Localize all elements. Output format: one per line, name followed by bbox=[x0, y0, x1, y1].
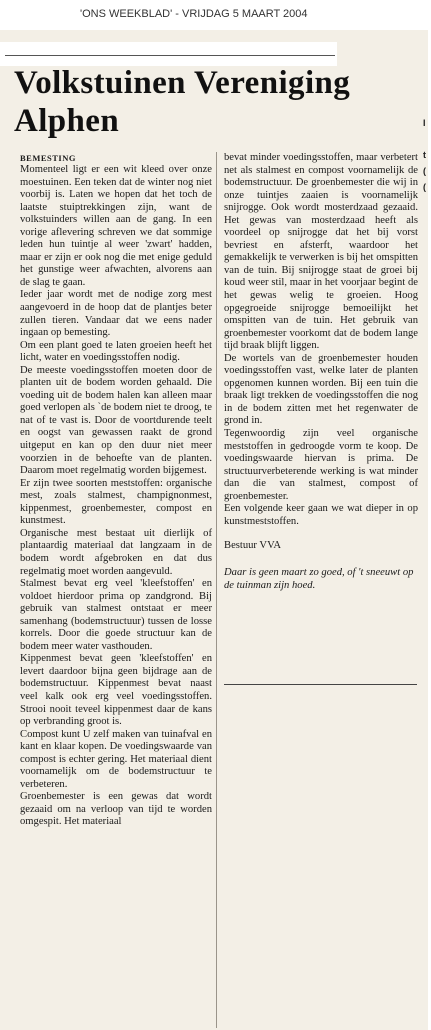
paragraph: Ieder jaar wordt met de nodige zorg mest aangevoerd in de hoop dat de plantjes beter zullen tieren. Vandaar dat we eens nader ingaan op bemesting. bbox=[20, 289, 212, 339]
column-divider bbox=[216, 152, 217, 1028]
paragraph: Kippenmest bevat geen 'kleefstoffen' en levert daardoor bijna geen bijdrage aan de bodemstructuur. Kippenmest bevat naast veel kalk ook erg veel voedingsstoffen. Strooi nooit teveel kippenmest daar de kans op verbranding groot is. bbox=[20, 653, 212, 728]
adjacent-article-fragment: t bbox=[423, 150, 426, 160]
paragraph: De wortels van de groenbemester houden voedingsstoffen vast, welke later de planten opgenomen kunnen worden. Bij een tuin die braak ligt trekken de voedingsstoffen die nog in de bodem zitten met het regenwater de grond in. bbox=[224, 352, 418, 427]
signature: Bestuur VVA bbox=[224, 540, 281, 552]
adjacent-article-fragment: I bbox=[423, 118, 426, 128]
paragraph: Momenteel ligt er een wit kleed over onze moestuinen. Een teken dat de winter nog niet voorbij is. Laten we hopen dat het toch de laatste stuiptrekkingen zijn, want de volkstuinders willen aan de gang. In een vorige aflevering schreven we dat sommige leden hun tuintje al weer 'zwart' hadden, maar er zijn er ook nog die met enige geduld het gunstige weer afwachten, alvorens aan de slag te gaan. bbox=[20, 164, 212, 288]
article-column-2 bbox=[224, 152, 418, 592]
section-rubric: BEMESTING bbox=[20, 153, 76, 163]
paragraph: Compost kunt U zelf maken van tuinafval en kant en klaar kopen. De voedingswaarde van compost is echter gering. Het materiaal dient voornamelijk om de bodemstructuur te verbeteren. bbox=[20, 728, 212, 790]
closing-quote: Daar is geen maart zo goed, of 't sneeuwt op de tuinman zijn hoed. bbox=[224, 566, 414, 591]
article-headline: Volkstuinen Vereniging Alphen bbox=[14, 65, 351, 139]
closing-rule bbox=[224, 684, 417, 685]
paragraph: Groenbemester is een gewas dat wordt gezaaid om na verloop van tijd te worden omgespit. Het materiaal bbox=[20, 791, 212, 828]
article-column-1 bbox=[20, 153, 212, 829]
header-rule bbox=[5, 55, 335, 56]
paragraph: bevat minder voedingsstoffen, maar verbetert net als stalmest en compost voornamelijk de bodemstructuur. De groenbemester die wij in onze tuintjes zaaien is voornamelijk snijrogge. Ook wordt mosterdzaad gezaaid. Het gewas van mosterdzaad heeft als voordeel op snijrogge dat het bij vorst bevriest en afsterft, waardoor het gemakkelijk te verwerken is bij het omspitten van de tuin. Bij snijrogge staat de groei bij koud weer stil, maar in het voorjaar begint de het gewas welig te groeien. Hoog opgegroeide snijrogge bemoeilijkt het omspitten van de tuin. Het gebruik van groenbemester voorkomt dat de bodem lange tijd braak blijft liggen. bbox=[224, 152, 418, 352]
paragraph: Een volgende keer gaan we wat dieper in op kunstmeststoffen. bbox=[224, 503, 418, 527]
clipping-top-margin bbox=[0, 42, 337, 66]
paragraph: De meeste voedingsstoffen moeten door de planten uit de bodem worden gehaald. Die voeding uit de bodem halen kan alleen maar goed verlopen als `de bodem niet te droog, te nat of te vast is. Door de voortdurende teelt en oogst van gewassen raakt de grond uitgeput en kan op den duur niet meer voorzien in de behoefte van de planten. Daarom moet regelmatig worden bijgemest. bbox=[20, 364, 212, 477]
paragraph: Stalmest bevat erg veel 'kleefstoffen' en voldoet hierdoor prima op zandgrond. Bij gebruik van stalmest ontstaat er meer samenhang (bodemstructuur) tussen de losse korrels. Door die goede structuur kan de bodem meer water vasthouden. bbox=[20, 578, 212, 652]
paragraph: Er zijn twee soorten meststoffen: organische mest, zoals stalmest, champignonmest, kippenmest, groenbemester, compost en kunstmest. bbox=[20, 477, 212, 527]
paragraph: Organische mest bestaat uit dierlijk of plantaardig materiaal dat langzaam in de bodem wordt afgebroken en dat dus regelmatig moet worden aangevuld. bbox=[20, 527, 212, 577]
paragraph: Om een plant goed te laten groeien heeft het licht, water en voedingsstoffen nodig. bbox=[20, 339, 212, 364]
masthead: 'ONS WEEKBLAD' - VRIJDAG 5 MAART 2004 bbox=[80, 8, 308, 20]
adjacent-article-fragment: ( bbox=[423, 182, 426, 192]
paragraph: Tegenwoordig zijn veel organische meststoffen in gedroogde vorm te koop. De voedingswaarde hiervan is prima. De structuurverbeterende werking is wat minder dan die van stalmest, compost of groenbemester. bbox=[224, 428, 418, 502]
adjacent-article-fragment: ( bbox=[423, 166, 426, 176]
